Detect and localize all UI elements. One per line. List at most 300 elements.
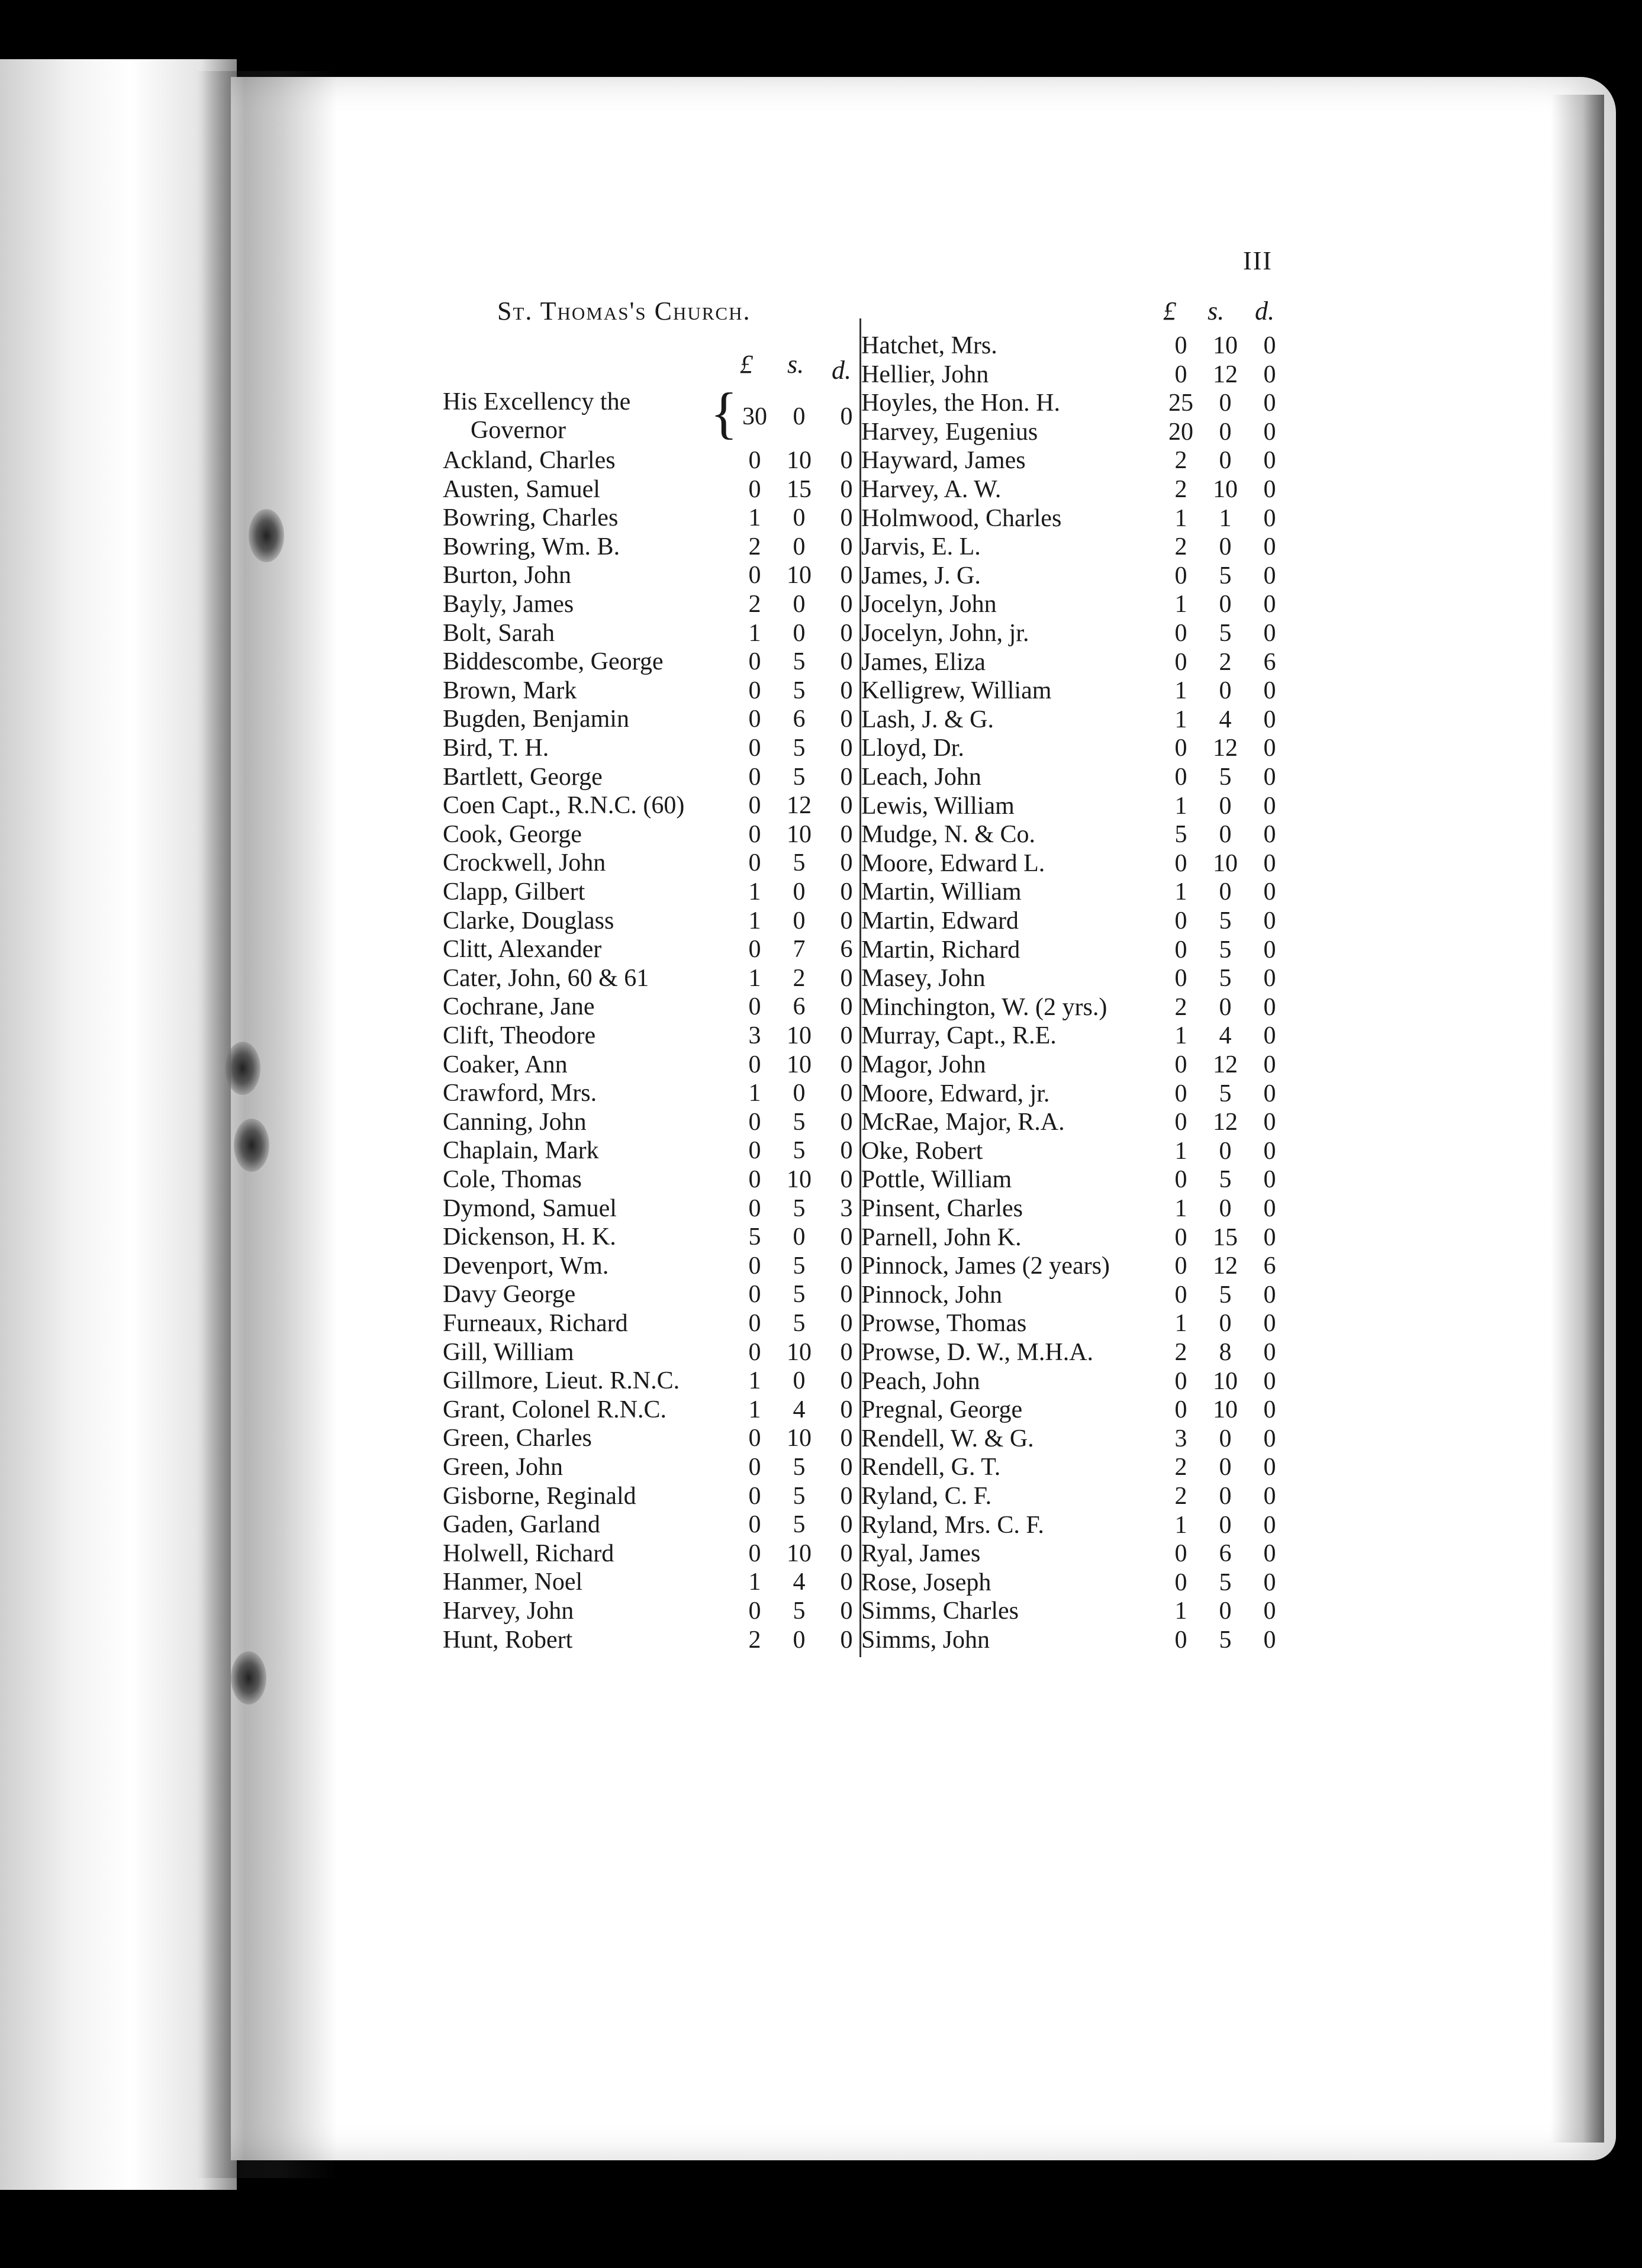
- list-item: [861, 1223, 1572, 1252]
- list-item: [861, 936, 1572, 964]
- list-item: [861, 1453, 1572, 1481]
- shillings-value: 12: [1213, 1051, 1238, 1078]
- pence-value: 0: [840, 1310, 853, 1337]
- pounds-value: 0: [1174, 1568, 1187, 1596]
- pence-value: 0: [840, 964, 853, 992]
- list-item: [443, 1626, 857, 1654]
- binding-hole-icon: [234, 1119, 269, 1172]
- list-item: [443, 849, 857, 877]
- pence-value: 0: [840, 1396, 853, 1423]
- subscriber-name: Clarke, Douglass: [443, 907, 614, 935]
- pence-value: 0: [1263, 1223, 1276, 1251]
- pence-value: 6: [1263, 648, 1276, 676]
- subscriber-name: Hatchet, Mrs.: [861, 332, 997, 359]
- subscriber-name: Chaplain, Mark: [443, 1137, 599, 1165]
- subscriber-name: Ryal, James: [861, 1540, 981, 1568]
- list-item: [443, 1108, 857, 1136]
- pounds-value: 0: [748, 820, 761, 848]
- pence-value: 0: [840, 1425, 853, 1452]
- subscriber-name: Murray, Capt., R.E.: [861, 1022, 1057, 1050]
- pounds-value: 2: [748, 1626, 761, 1654]
- shillings-value: 12: [1213, 1109, 1238, 1136]
- list-item: [861, 1626, 1572, 1654]
- pence-value: 0: [840, 705, 853, 733]
- pence-value: 0: [1263, 447, 1276, 475]
- subscriber-name: Bird, T. H.: [443, 734, 549, 762]
- page-number: III: [1243, 246, 1273, 275]
- subscriber-name: Pinnock, John: [861, 1281, 1003, 1309]
- pence-value: 0: [1263, 1367, 1276, 1395]
- list-item: [443, 1539, 857, 1568]
- list-item: [861, 360, 1572, 389]
- shillings-value: 5: [793, 1454, 806, 1481]
- shillings-value: 5: [1219, 1166, 1232, 1194]
- pence-value: 0: [840, 1568, 853, 1596]
- pounds-value: 1: [1174, 677, 1187, 705]
- subscriber-name: Jocelyn, John, jr.: [861, 620, 1029, 647]
- pence-value: 0: [1263, 418, 1276, 446]
- pounds-value: 1: [1174, 1310, 1187, 1338]
- list-item: [443, 475, 857, 504]
- pence-value: 0: [840, 562, 853, 589]
- pounds-value: 2: [1174, 1339, 1187, 1366]
- pence-value: 0: [1263, 965, 1276, 993]
- subscriber-name: Harvey, Eugenius: [861, 418, 1038, 446]
- list-item: [861, 1309, 1572, 1338]
- pounds-value: 0: [1174, 1080, 1187, 1107]
- pence-value: 0: [840, 591, 853, 618]
- subscriber-name: Lash, J. & G.: [861, 705, 994, 733]
- pence-value: 0: [840, 1022, 853, 1049]
- pence-value: 0: [840, 1367, 853, 1395]
- subscriber-name: Bowring, Charles: [443, 504, 619, 532]
- binding-hole-icon: [225, 1042, 260, 1095]
- list-item: [443, 1453, 857, 1481]
- subscriber-name: Masey, John: [861, 965, 986, 993]
- pounds-value: 1: [1174, 705, 1187, 733]
- pounds-value: 1: [1174, 1195, 1187, 1222]
- shillings-value: 10: [1213, 332, 1238, 359]
- brace-icon: {: [710, 381, 738, 444]
- pence-value: 0: [1263, 1051, 1276, 1078]
- list-item: [443, 446, 857, 475]
- list-item: [443, 1022, 857, 1050]
- pence-value: 0: [1263, 821, 1276, 849]
- shillings-value: 0: [1219, 1195, 1232, 1222]
- pence-value: 0: [1263, 763, 1276, 791]
- shillings-value: 0: [1219, 533, 1232, 561]
- list-item: [443, 533, 857, 561]
- list-item: [443, 964, 857, 993]
- shillings-value: 7: [793, 936, 806, 964]
- shillings-value: 5: [793, 849, 806, 877]
- pence-value: 0: [1263, 1425, 1276, 1452]
- subscriber-name: Crawford, Mrs.: [443, 1080, 597, 1107]
- list-item: [443, 935, 857, 964]
- pence-value: 0: [1263, 332, 1276, 359]
- pounds-value: 0: [748, 936, 761, 964]
- governor-line-1: His Excellency the: [443, 388, 631, 415]
- pence-value: 0: [840, 1338, 853, 1366]
- list-item: [861, 705, 1572, 734]
- pounds-value: 1: [748, 619, 761, 647]
- list-item: [443, 676, 857, 705]
- shillings-value: 0: [793, 1223, 806, 1251]
- governor-line-2: Governor: [471, 417, 566, 444]
- pence-value: 0: [1263, 878, 1276, 906]
- shillings-value: 0: [1219, 792, 1232, 820]
- left-pounds-header: £: [740, 350, 753, 379]
- list-item: [861, 1425, 1572, 1453]
- shillings-value: 10: [787, 562, 812, 589]
- shillings-value: 0: [1219, 1597, 1232, 1625]
- subscriber-name: Hanmer, Noel: [443, 1568, 583, 1596]
- pounds-value: 1: [748, 1367, 761, 1395]
- pence-value: 0: [840, 1051, 853, 1078]
- list-item: [861, 993, 1572, 1022]
- pounds-value: 2: [1174, 993, 1187, 1021]
- list-item: [861, 418, 1572, 446]
- shillings-value: 10: [1213, 1367, 1238, 1395]
- subscriber-name: Gill, William: [443, 1338, 574, 1366]
- list-item: [443, 907, 857, 935]
- shillings-value: 5: [1219, 1626, 1232, 1654]
- pence-value: 0: [840, 1252, 853, 1280]
- list-item: [443, 791, 857, 820]
- shillings-value: 0: [793, 878, 806, 906]
- pence-value: 0: [840, 533, 853, 560]
- pounds-value: 0: [1174, 1252, 1187, 1280]
- pence-value: 0: [840, 1223, 853, 1251]
- list-item: [443, 705, 857, 733]
- pence-value: 0: [1263, 504, 1276, 532]
- pence-value: 0: [840, 1539, 853, 1567]
- list-item: [443, 1568, 857, 1596]
- subscriber-name: Martin, William: [861, 878, 1022, 906]
- shillings-value: 12: [1213, 734, 1238, 762]
- section-heading: St. Thomas's Church.: [497, 297, 751, 326]
- subscriber-name: Davy George: [443, 1281, 576, 1309]
- pence-value: 6: [1263, 1252, 1276, 1280]
- pence-value: 0: [840, 849, 853, 877]
- list-item: [443, 1396, 857, 1424]
- subscriber-name: Brown, Mark: [443, 676, 577, 704]
- pounds-value: 1: [1174, 792, 1187, 820]
- pounds-value: 0: [1174, 849, 1187, 877]
- list-item: [861, 792, 1572, 820]
- list-item: [861, 389, 1572, 417]
- list-item: [443, 561, 857, 589]
- subscriber-name: Bayly, James: [443, 591, 574, 618]
- shillings-value: 5: [1219, 1281, 1232, 1309]
- pence-value: 0: [1263, 1540, 1276, 1568]
- pounds-value: 0: [748, 1194, 761, 1222]
- subscriber-name: Moore, Edward, jr.: [861, 1080, 1050, 1107]
- list-item: [861, 1568, 1572, 1597]
- subscriber-name: Grant, Colonel R.N.C.: [443, 1396, 667, 1423]
- subscriber-name: Burton, John: [443, 562, 572, 589]
- subscriber-name: Green, Charles: [443, 1425, 592, 1452]
- shillings-value: 10: [787, 1425, 812, 1452]
- list-item: [443, 647, 857, 676]
- pence-value: 0: [1263, 734, 1276, 762]
- subscriber-name: Leach, John: [861, 763, 981, 791]
- list-item: [443, 1309, 857, 1338]
- pence-value: 0: [840, 993, 853, 1021]
- shillings-value: 0: [1219, 591, 1232, 618]
- list-item: [861, 562, 1572, 590]
- pounds-value: 1: [748, 878, 761, 906]
- subscriber-name: Mudge, N. & Co.: [861, 821, 1035, 849]
- pounds-value: 0: [1174, 1223, 1187, 1251]
- subscriber-name: Furneaux, Richard: [443, 1310, 628, 1337]
- pounds-value: 0: [748, 1482, 761, 1510]
- pence-value: 0: [1263, 533, 1276, 561]
- shillings-value: 5: [793, 763, 806, 791]
- list-item: [861, 331, 1572, 360]
- pounds-value: 1: [748, 964, 761, 992]
- pounds-value: 0: [748, 1539, 761, 1567]
- pounds-value: 0: [748, 1252, 761, 1280]
- list-item: [443, 1079, 857, 1107]
- pounds-value: 0: [748, 1338, 761, 1366]
- subscriber-name: Dickenson, H. K.: [443, 1223, 616, 1251]
- pounds-value: 0: [748, 993, 761, 1021]
- pence-value: 0: [1263, 360, 1276, 388]
- subscriber-name: Holmwood, Charles: [861, 504, 1062, 532]
- pence-value: 0: [840, 907, 853, 935]
- pounds-value: 1: [748, 1396, 761, 1423]
- subscriber-name: Rose, Joseph: [861, 1568, 991, 1596]
- pence-value: 6: [840, 936, 853, 964]
- shillings-value: 0: [1219, 1511, 1232, 1539]
- subscriber-name: Coaker, Ann: [443, 1051, 568, 1078]
- pounds-value: 0: [1174, 1540, 1187, 1568]
- pence-value: 0: [1263, 936, 1276, 964]
- list-item: [443, 504, 857, 532]
- list-item: [861, 1165, 1572, 1194]
- pence-value: 0: [1263, 1195, 1276, 1222]
- subscriber-name: Harvey, A. W.: [861, 476, 1002, 503]
- pence-value: 0: [1263, 1511, 1276, 1539]
- shillings-value: 10: [1213, 1396, 1238, 1424]
- pence-value: 0: [840, 1080, 853, 1107]
- shillings-value: 0: [793, 504, 806, 532]
- subscriber-name: Simms, John: [861, 1626, 990, 1654]
- list-item: [443, 1597, 857, 1625]
- right-shillings-header: s.: [1208, 297, 1225, 326]
- shillings-value: 4: [1219, 705, 1232, 733]
- shillings-value: 5: [793, 1137, 806, 1165]
- pounds-value: 25: [1168, 389, 1193, 417]
- binding-shadow: [195, 71, 337, 2178]
- list-item: [861, 1597, 1572, 1625]
- pence-value: 0: [840, 878, 853, 906]
- shillings-value: 0: [793, 619, 806, 647]
- subscriber-name: Hunt, Robert: [443, 1626, 573, 1654]
- shillings-value: 5: [1219, 907, 1232, 935]
- pence-value: 0: [1263, 1597, 1276, 1625]
- pence-value: 0: [840, 1281, 853, 1309]
- pounds-value: 2: [1174, 476, 1187, 503]
- pounds-value: 0: [748, 734, 761, 762]
- pounds-value: 1: [748, 907, 761, 935]
- pounds-value: 0: [748, 1511, 761, 1539]
- list-item: [861, 1539, 1572, 1568]
- pounds-value: 3: [1174, 1425, 1187, 1452]
- shillings-value: 12: [787, 792, 812, 820]
- shillings-value: 5: [793, 676, 806, 704]
- subscriber-name: Parnell, John K.: [861, 1223, 1022, 1251]
- shillings-value: 0: [1219, 677, 1232, 705]
- shillings-value: 4: [793, 1396, 806, 1423]
- pence-value: 0: [1263, 476, 1276, 503]
- pounds-value: 0: [1174, 1109, 1187, 1136]
- shillings-value: 8: [1219, 1339, 1232, 1366]
- pence-value: 0: [840, 1626, 853, 1654]
- pence-value: 0: [1263, 849, 1276, 877]
- subscriber-name: McRae, Major, R.A.: [861, 1109, 1065, 1136]
- subscriber-name: Simms, Charles: [861, 1597, 1019, 1625]
- pence-value: 0: [1263, 1454, 1276, 1481]
- pence-value: 0: [1263, 591, 1276, 618]
- pence-value: 0: [840, 1597, 853, 1625]
- subscriber-name: Pregnal, George: [861, 1396, 1023, 1424]
- shillings-value: 6: [1219, 1540, 1232, 1568]
- pounds-value: 20: [1168, 418, 1193, 446]
- pounds-value: 0: [1174, 1626, 1187, 1654]
- subscriber-name: Bolt, Sarah: [443, 619, 555, 647]
- pounds-value: 2: [748, 533, 761, 560]
- shillings-value: 10: [787, 1022, 812, 1049]
- subscriber-name: Martin, Richard: [861, 936, 1020, 964]
- list-item: [443, 820, 857, 849]
- subscriber-name: Cater, John, 60 & 61: [443, 964, 649, 992]
- shillings-value: 5: [793, 1108, 806, 1136]
- shillings-value: 0: [1219, 821, 1232, 849]
- shillings-value: 0: [1219, 389, 1232, 417]
- pence-value: 0: [1263, 620, 1276, 647]
- subscriber-name: Jarvis, E. L.: [861, 533, 981, 561]
- pounds-value: 0: [1174, 1281, 1187, 1309]
- subscriber-name: James, Eliza: [861, 648, 986, 676]
- list-item: [443, 1051, 857, 1079]
- list-item: [443, 1424, 857, 1452]
- pence-value: 0: [1263, 1281, 1276, 1309]
- pounds-value: 0: [1174, 965, 1187, 993]
- shillings-value: 0: [793, 533, 806, 560]
- pounds-value: 0: [748, 475, 761, 503]
- binding-hole-icon: [249, 509, 284, 562]
- list-item: [861, 619, 1572, 647]
- pounds-value: 0: [748, 849, 761, 877]
- shillings-value: 15: [1213, 1223, 1238, 1251]
- shillings-value: 10: [787, 1166, 812, 1193]
- list-item: [861, 1482, 1572, 1510]
- shillings-value: 12: [1213, 360, 1238, 388]
- list-item: [861, 1108, 1572, 1136]
- pence-value: 0: [840, 648, 853, 676]
- shillings-value: 4: [1219, 1022, 1232, 1050]
- shillings-value: 5: [793, 648, 806, 676]
- shillings-value: 0: [1219, 1137, 1232, 1165]
- list-item: [443, 1280, 857, 1309]
- list-item: [861, 590, 1572, 618]
- pounds-value: 0: [748, 792, 761, 820]
- subscriber-name: Ryland, C. F.: [861, 1483, 992, 1510]
- pence-value: 0: [840, 1166, 853, 1193]
- pounds-value: 0: [748, 648, 761, 676]
- subscriber-name: Pinnock, James (2 years): [861, 1252, 1110, 1280]
- pence-value: 3: [840, 1194, 853, 1222]
- shillings-value: 10: [787, 1338, 812, 1366]
- subscriber-name: Coen Capt., R.N.C. (60): [443, 792, 685, 820]
- pounds-value: 0: [1174, 1367, 1187, 1395]
- shillings-value: 4: [793, 1568, 806, 1596]
- pence-value: 0: [840, 1454, 853, 1481]
- subscriber-name: Kelligrew, William: [861, 677, 1052, 705]
- list-item: [443, 1223, 857, 1251]
- subscriber-name: Peach, John: [861, 1367, 980, 1395]
- shillings-value: 0: [1219, 1483, 1232, 1510]
- pounds-value: 2: [1174, 1483, 1187, 1510]
- pence-value: 0: [840, 1108, 853, 1136]
- pounds-value: 0: [1174, 648, 1187, 676]
- subscriber-name: Gisborne, Reginald: [443, 1482, 636, 1510]
- pence-value: 0: [1263, 1109, 1276, 1136]
- shillings-value: 6: [793, 705, 806, 733]
- pounds-value: 1: [1174, 878, 1187, 906]
- shillings-value: 5: [793, 1482, 806, 1510]
- pence-value: 0: [840, 504, 853, 532]
- pence-value: 0: [1263, 1339, 1276, 1366]
- subscriber-name: Jocelyn, John: [861, 591, 997, 618]
- pence-value: 0: [840, 447, 853, 474]
- list-item: [861, 1137, 1572, 1165]
- pounds-value: 5: [1174, 821, 1187, 849]
- pounds-value: 0: [748, 447, 761, 474]
- list-item: [861, 446, 1572, 475]
- subscriber-name: Rendell, W. & G.: [861, 1425, 1034, 1452]
- subscriber-name: Hellier, John: [861, 360, 989, 388]
- pence-value: 0: [1263, 1310, 1276, 1338]
- subscriber-name: Bartlett, George: [443, 763, 603, 791]
- subscriber-name: James, J. G.: [861, 562, 981, 589]
- pence-value: 0: [840, 619, 853, 647]
- pounds-value: 0: [748, 1281, 761, 1309]
- shillings-value: 5: [793, 1252, 806, 1280]
- list-item: [861, 475, 1572, 504]
- list-item: [443, 1510, 857, 1539]
- shillings-value: 5: [1219, 936, 1232, 964]
- shillings-value: 10: [787, 1539, 812, 1567]
- right-pence-header: d.: [1255, 297, 1274, 326]
- subscriber-name: Magor, John: [861, 1051, 986, 1078]
- pounds-value: 0: [1174, 360, 1187, 388]
- governor-shillings: 0: [793, 403, 806, 430]
- pence-value: 0: [840, 1482, 853, 1510]
- shillings-value: 0: [793, 591, 806, 618]
- governor-pounds: 30: [742, 403, 767, 430]
- subscriber-name: Biddescombe, George: [443, 648, 664, 676]
- shillings-value: 10: [1213, 476, 1238, 503]
- shillings-value: 0: [1219, 878, 1232, 906]
- pounds-value: 0: [748, 562, 761, 589]
- shillings-value: 0: [1219, 1454, 1232, 1481]
- shillings-value: 10: [787, 1051, 812, 1078]
- pounds-value: 2: [1174, 1454, 1187, 1481]
- shillings-value: 10: [1213, 849, 1238, 877]
